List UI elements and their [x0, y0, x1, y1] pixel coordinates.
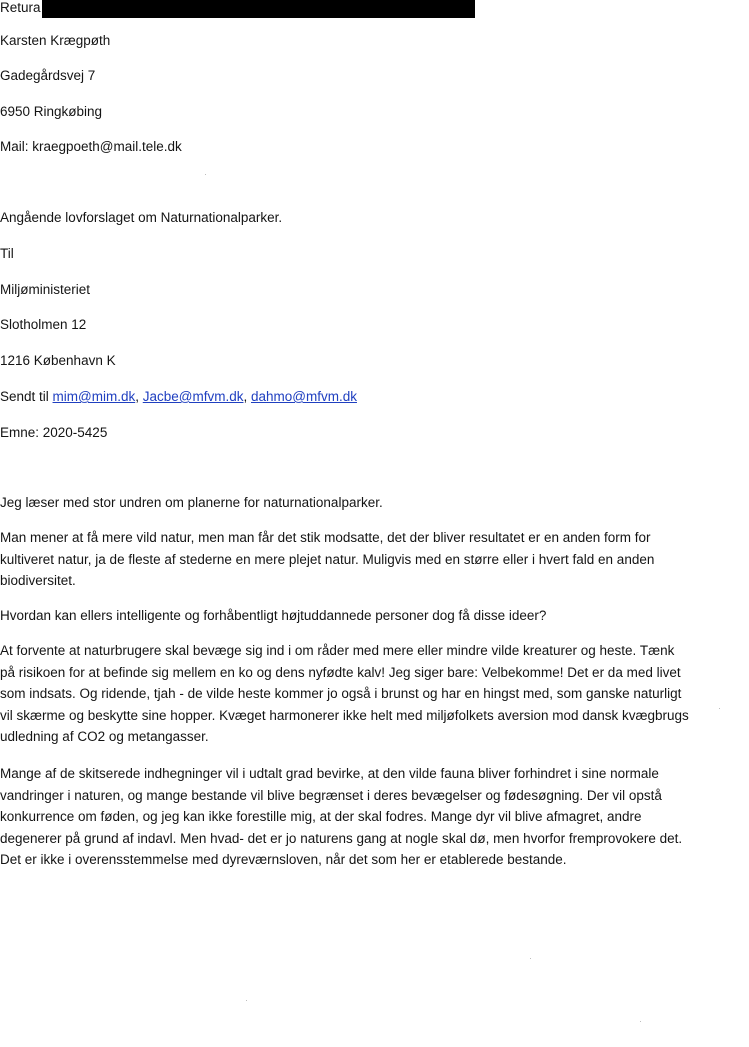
sender-street: Gadegårdsvej 7 [0, 68, 96, 83]
scan-speck [205, 174, 206, 175]
sender-mail: Mail: kraegpoeth@mail.tele.dk [0, 139, 182, 154]
redaction-bar [42, 0, 475, 18]
subject-heading: Angående lovforslaget om Naturnationalparker. [0, 210, 283, 225]
recipient-to-label: Til [0, 246, 14, 261]
email-link-dahmo[interactable]: dahmo@mfvm.dk [251, 389, 357, 404]
recipient-city: 1216 København K [0, 353, 116, 368]
body-paragraph-2: Man mener at få mere vild natur, men man får det stik modsatte, det der bliver resultatet er en anden form for kultiveret natur, ja de fleste af stederne en mere plejet natur. Muligvis med en større eller i hvert fald en anden biodiversitet. [0, 530, 655, 589]
body-paragraph-5: Mange af de skitserede indhegninger vil i udtalt grad bevirke, at den vilde fauna bliver forhindret i sine normale vandringer i naturen, og mange bestande vil blive begrænset i deres bevægelser og fødesøgning. Der vil opstå konkurrence om føden, og jeg kan ikke forestille mig, at der skal fodres. Mange dyr vil blive afmagret, andre degenerer på grund af indavl. Men hvad- det er jo naturens gang at nogle skal dø, men hvorfor fremprovokere det. Det er ikke i overensstemmelse med dyreværnsloven, når det som her er etablerede bestande. [0, 766, 683, 868]
recipient-street: Slotholmen 12 [0, 317, 87, 332]
email-link-mim[interactable]: mim@mim.dk [52, 389, 136, 404]
sender-name: Karsten Krægpøth [0, 33, 111, 48]
case-number: Emne: 2020-5425 [0, 425, 108, 440]
body-paragraph-1: Jeg læser med stor undren om planerne for naturnationalparker. [0, 495, 383, 510]
separator: , [243, 389, 251, 404]
sent-to-line [0, 389, 357, 405]
scan-speck [530, 958, 531, 959]
sent-to-label: Sendt til [0, 389, 53, 404]
email-link-jacbe[interactable]: Jacbe@mfvm.dk [142, 389, 244, 404]
body-paragraph-3: Hvordan kan ellers intelligente og forhåbentligt højtuddannede personer dog få disse ideer? [0, 608, 547, 623]
return-label: Retura [0, 0, 41, 15]
scan-speck [719, 708, 720, 709]
sender-city: 6950 Ringkøbing [0, 104, 103, 119]
body-paragraph-4: At forvente at naturbrugere skal bevæge sig ind i om råder med mere eller mindre vilde kreaturer og heste. Tænk på risikoen for at befinde sig mellem en ko og dens nyfødte kalv! Jeg siger bare: Velbekomme! Det er da med livet som indsats. Og ridende, tjah - de vilde heste kommer jo også i brunst og har en hingst med, som ganske naturligt vil skærme og beskytte sine hopper. Kvæget harmonerer ikke helt med miljøfolkets aversion mod dansk kvægbrugs udledning af CO2 og metangasser. [0, 643, 689, 745]
recipient-org: Miljøministeriet [0, 282, 91, 297]
scan-speck [640, 1021, 641, 1022]
scan-speck [246, 1000, 247, 1001]
separator: , [135, 389, 143, 404]
